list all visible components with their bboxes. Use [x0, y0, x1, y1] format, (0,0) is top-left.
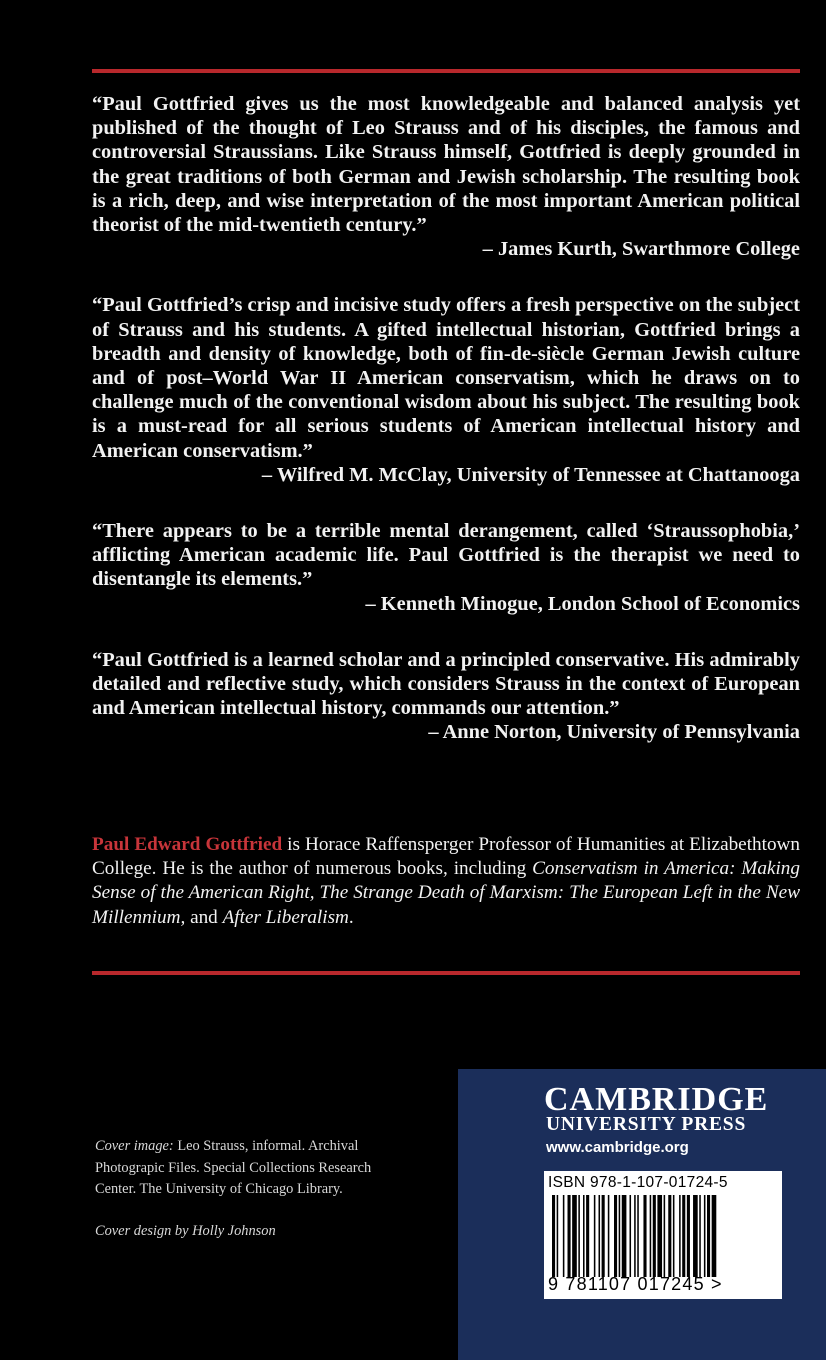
barcode-bar [583, 1195, 585, 1277]
author-bio [92, 833, 800, 930]
cover-credits [95, 1136, 405, 1242]
cover-image-text: Leo Strauss, informal. Archival Photograpic Files. Special Collections Research Center. The University of Chicago Library. [95, 1138, 372, 1197]
barcode-bar [682, 1195, 685, 1277]
endorsement-attribution: – James Kurth, Swarthmore College [482, 238, 800, 261]
barcode-bar [563, 1195, 565, 1277]
barcode-bar [707, 1195, 710, 1277]
barcode-bar [668, 1195, 671, 1277]
isbn-barcode [544, 1171, 782, 1299]
barcode-bar [594, 1195, 596, 1277]
barcode-bar [650, 1195, 652, 1277]
barcode-bar [704, 1195, 706, 1277]
barcode-bar [602, 1195, 605, 1277]
barcode-bar [657, 1195, 662, 1277]
endorsement-kurth [92, 92, 800, 261]
barcode-bar [664, 1195, 666, 1277]
barcode-bars-icon [548, 1195, 778, 1277]
barcode-bar [568, 1195, 571, 1277]
publisher-url: www.cambridge.org [546, 1139, 689, 1156]
barcode-bar [712, 1195, 717, 1277]
barcode-bar [643, 1195, 646, 1277]
barcode-bar [578, 1195, 580, 1277]
endorsements [92, 92, 800, 777]
bio-book-titles: Conservatism in America: Making Sense of the American Right, The Strange Death of Marxism: The European Left in the New Millennium, [92, 858, 800, 928]
endorsement-mcclay [92, 293, 800, 487]
endorsement-text: “There appears to be a terrible mental derangement, called ‘Straussophobia,’ afflicting American academic life. Paul Gottfried is the therapist we need to disentangle its elements.” [92, 520, 800, 591]
publisher-panel [458, 1069, 826, 1360]
bio-conjunction: and [185, 906, 223, 928]
bio-book-title-last: After Liberalism [222, 906, 349, 928]
isbn-digits: 9 781107 017245 > [548, 1274, 723, 1294]
barcode-bar [673, 1195, 675, 1277]
publisher-logo-subtitle: UNIVERSITY PRESS [546, 1114, 747, 1135]
publisher-logo-name: CAMBRIDGE [544, 1081, 769, 1118]
barcode-bar [572, 1195, 577, 1277]
barcode-bar [599, 1195, 601, 1277]
endorsement-attribution: – Anne Norton, University of Pennsylvania [428, 721, 800, 744]
cover-image-label: Cover image: [95, 1138, 174, 1154]
barcode-bar [630, 1195, 632, 1277]
barcode-bar [693, 1195, 698, 1277]
endorsement-norton [92, 648, 800, 745]
endorsement-minogue [92, 519, 800, 616]
author-name: Paul Edward Gottfried [92, 834, 283, 855]
barcode-bar [608, 1195, 610, 1277]
barcode-bar [637, 1195, 639, 1277]
endorsement-attribution: – Wilfred M. McClay, University of Tennessee at Chattanooga [261, 463, 800, 486]
barcode-bar [699, 1195, 701, 1277]
barcode-bar [679, 1195, 681, 1277]
cover-image-credit [95, 1136, 405, 1201]
barcode-bar [653, 1195, 656, 1277]
bottom-divider-rule [92, 971, 800, 975]
barcode-bar [614, 1195, 617, 1277]
barcode-bar [634, 1195, 636, 1277]
bio-intro: is Horace Raffensperger Professor of Humanities at Elizabethtown College. He is the author of numerous books, including [92, 834, 800, 880]
isbn-label: ISBN 978-1-107-01724-5 [548, 1174, 728, 1191]
endorsement-text: “Paul Gottfried is a learned scholar and a principled conservative. His admirably detailed and reflective study, which considers Strauss in the context of European and American intellectual history, commands our attention.” [92, 648, 800, 720]
barcode-bar [586, 1195, 589, 1277]
barcode-bar [622, 1195, 627, 1277]
endorsement-text: “Paul Gottfried’s crisp and incisive study offers a fresh perspective on the subject of Strauss and his students. A gifted intellectual historian, Gottfried brings a breadth and density of knowledge, both of fin-de-siècle German Jewish culture and of post–World War II American conservatism, which he draws on to challenge much of the conventional wisdom about his subject. The resulting book is a must-read for all serious students of American intellectual history and American conservatism.” [92, 294, 800, 462]
endorsement-text: “Paul Gottfried gives us the most knowledgeable and balanced analysis yet published of the thought of Leo Strauss and of his disciples, the famous and controversial Straussians. Like Strauss himself, Gottfried is deeply grounded in the great traditions of both German and Jewish scholarship. The resulting book is a rich, deep, and wise interpretation of the most important American political theorist of the mid-twentieth century.” [92, 93, 800, 237]
endorsement-attribution: – Kenneth Minogue, London School of Economics [365, 592, 800, 615]
bio-end: . [348, 906, 354, 928]
barcode-bar [552, 1195, 555, 1277]
barcode-bar [557, 1195, 559, 1277]
barcode-bar [619, 1195, 621, 1277]
top-divider-rule [92, 69, 800, 73]
barcode-bar [687, 1195, 690, 1277]
cover-design-credit: Cover design by Holly Johnson [95, 1222, 276, 1239]
